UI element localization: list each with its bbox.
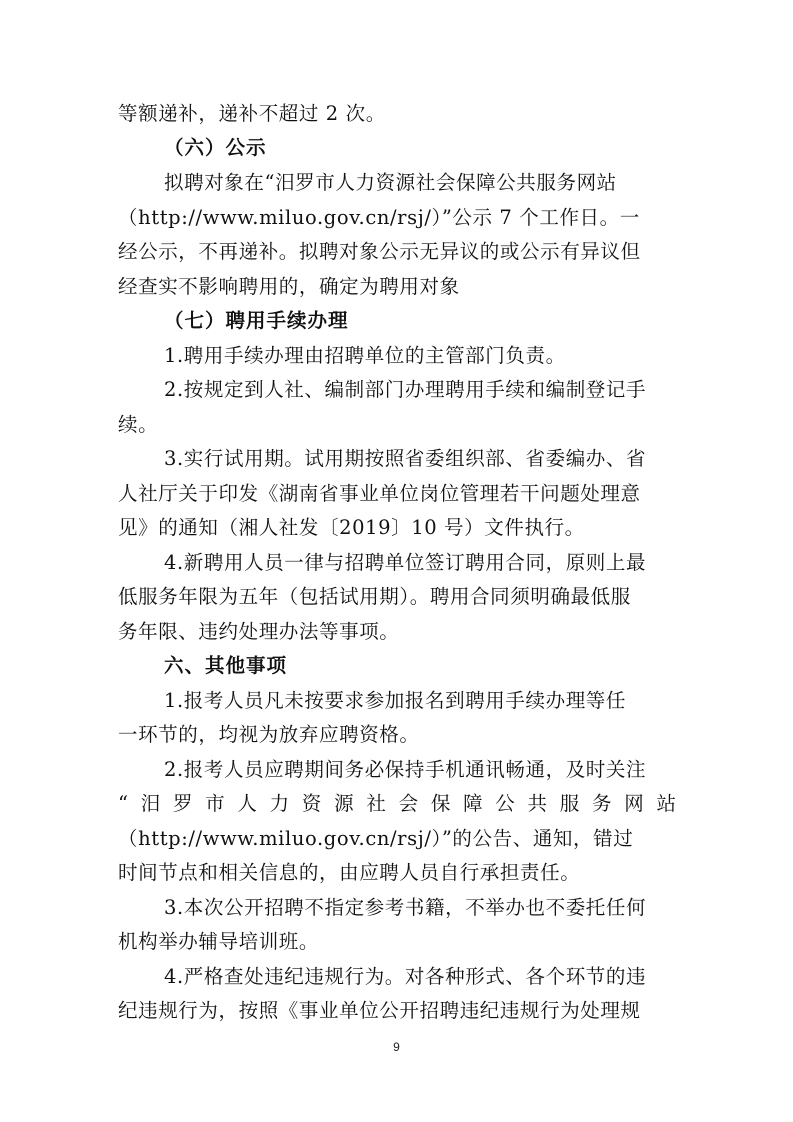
body-line: 续。 [118, 413, 159, 436]
section-heading-hiring-procedures: （七）聘用手续办理 [164, 309, 349, 332]
body-line: 时间节点和相关信息的，由应聘人员自行承担责任。 [118, 861, 581, 884]
body-line: 务年限、违约处理办法等事项。 [118, 620, 400, 643]
body-line: 纪违规行为，按照《事业单位公开招聘违纪违规行为处理规 [118, 999, 641, 1022]
section-heading-publicity: （六）公示 [164, 136, 267, 159]
body-line: 2.按规定到人社、编制部门办理聘用手续和编制登记手 [164, 378, 647, 401]
body-line: 机构举办辅导培训班。 [118, 930, 320, 953]
body-line: 拟聘对象在“汨罗市人力资源社会保障公共服务网站 [164, 171, 617, 194]
page-number: 9 [393, 1040, 400, 1054]
body-line: 见》的通知（湘人社发〔2019〕10 号）文件执行。 [118, 516, 585, 539]
body-line-spread: “汨罗市人力资源社会保障公共服务网站 [118, 792, 676, 815]
body-line: 经公示，不再递补。拟聘对象公示无异议的或公示有异议但 [118, 240, 641, 263]
body-line: 1.聘用手续办理由招聘单位的主管部门负责。 [164, 344, 566, 367]
body-line: 一环节的，均视为放弃应聘资格。 [118, 723, 420, 746]
body-line: （http://www.miluo.gov.cn/rsj/）”的公告、通知，错过 [118, 827, 634, 850]
body-line: 2.报考人员应聘期间务必保持手机通讯畅通，及时关注 [164, 758, 647, 781]
body-line: 4.新聘用人员一律与招聘单位签订聘用合同，原则上最 [164, 551, 647, 574]
body-line: （http://www.miluo.gov.cn/rsj/）”公示 7 个工作日。一 [118, 206, 640, 229]
body-line: 1.报考人员凡未按要求参加报名到聘用手续办理等任 [164, 689, 627, 712]
body-line: 经查实不影响聘用的，确定为聘用对象 [118, 275, 460, 298]
body-line: 3.本次公开招聘不指定参考书籍，不举办也不委托任何 [164, 896, 647, 919]
section-heading-other-matters: 六、其他事项 [164, 654, 288, 677]
body-line: 3.实行试用期。试用期按照省委组织部、省委编办、省 [164, 447, 647, 470]
body-line: 4.严格查处违纪违规行为。对各种形式、各个环节的违 [164, 965, 647, 988]
body-line: 等额递补，递补不超过 2 次。 [118, 102, 386, 125]
body-line: 人社厅关于印发《湖南省事业单位岗位管理若干问题处理意 [118, 482, 641, 505]
body-line: 低服务年限为五年（包括试用期）。聘用合同须明确最低服 [118, 585, 631, 608]
